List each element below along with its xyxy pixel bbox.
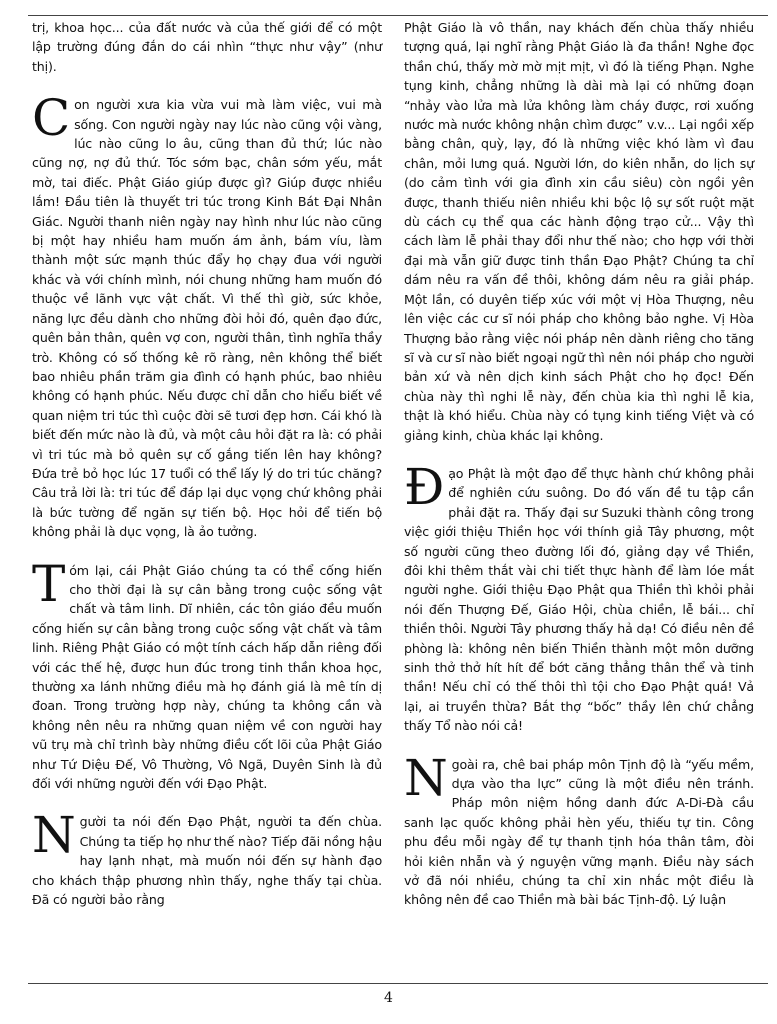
paragraph xyxy=(404,457,754,736)
top-rule xyxy=(28,15,768,16)
drop-cap: Đ xyxy=(404,457,445,516)
drop-cap: T xyxy=(32,554,66,613)
paragraph xyxy=(404,18,754,445)
paragraph-text: on người xưa kia vừa vui mà làm việc, vui mà sống. Con người ngày nay lúc nào cũng vội vàng, lúc nào cũng lo âu, cũng than đủ thứ; lúc nào cũng nợ, nợ đủ thứ. Tóc sớm bạc, chân sớm yếu, mắt mờ, tai điếc. Phật Giáo giúp được gì? Giúp được nhiều lắm! Đầu tiên là thuyết tri túc trong Kinh Bát Đại Nhân Giác. Người thanh niên ngày nay hình như lúc nào cũng bị một hay nhiều ham muốn ám ảnh, bám víu, làm thành một sức mạnh thúc đẩy họ chạy đua với người khác và với chính mình, nói chung những ham muốn đó thuộc về lãnh vực vật chất. Vì thế thì giờ, sức khỏe, năng lực đều dành cho những đòi hỏi đó, quên đạo đức, quên bản thân, quên vợ con, người thân, tình nghĩa thầy trò. Không có số thống kê rõ ràng, nên không thể biết bao nhiêu phần trăm gia đình có hạnh phúc, bao nhiêu không có hạnh phúc. Nếu được chỉ dẫn cho hiểu biết về quan niệm tri túc thì cuộc đời sẽ tươi đẹp hơn. Cái khó là biết đến mức nào là đủ, và một câu hỏi đặt ra là: có phải vì tri túc mà bỏ quên sự cố gắng tiến lên hay không? Đứa trẻ bỏ học lúc 17 tuổi có thể lấy lý do tri túc chăng? Câu trả lời là: tri túc để đáp lại dục vọng chứ không phải là bức tường để ngăn sự tiến bộ. Học hỏi để tiến bộ không phải là dục vọng, là ảo tưởng. xyxy=(32,97,382,540)
paragraph-text: Phật Giáo là vô thần, nay khách đến chùa thấy nhiều tượng quá, lại nghĩ rằng Phật Giáo là đa thần! Nghe đọc thần chú, thấy mờ mờ mịt mịt, vì đó là tiếng Phạn. Nghe tụng kinh, chẳng những là dài mà lại có những đoạn “nhảy vào lửa mà lửa không làm cháy được, rơi xuống nước mà nước không nhận chìm được” v.v... Lại ngồi xếp bằng chân, quỳ, lạy, đó là những việc khó làm vì đau chân, mỏi lưng quá. Người lớn, do kiên nhẫn, do lịch sự (do cảm tình với gia đình xin cầu siêu) còn ngồi yên được, thanh thiếu niên nhiều khi bộc lộ sự sốt ruột mặt dù cách cụ thể qua các hành động trạo cử... Vậy thì cách làm lễ phải thay đổi như thế nào; cho hợp với thời đại mà vẫn giữ được tinh thần Đạo Phật? Chúng ta chỉ dám nêu ra vấn đề thôi, không dám nêu ra giải pháp. Một lần, có duyên tiếp xúc với một vị Hòa Thượng, nêu lên việc các cư sĩ nói pháp cho không bảo nghe. Vị Hòa Thượng bảo rằng việc nói pháp nên dành riêng cho tăng sĩ và cư sĩ nào biết ngoại ngữ thì nên nói pháp cho người bản xứ và nên dịch kinh sách Phật cho họ đọc! Đến chùa này thì nghi lễ này, đến chùa kia thì nghi lễ kia, thật là khó hiểu. Chùa này có tụng kinh tiếng Việt và có giảng kinh, chùa khác lại không. xyxy=(404,20,754,443)
paragraph-text: trị, khoa học... của đất nước và của thế giới để có một lập trường đúng đắn do cái nhìn “thực như vậy” (như thị). xyxy=(32,20,382,74)
paragraph xyxy=(32,89,382,541)
paragraph-text: ạo Phật là một đạo để thực hành chứ không phải để nghiên cứu suông. Do đó vấn đề tu tập cần phải đặt ra. Thấy đại sư Suzuki thành công trong việc giới thiệu Thiền học với thính giả Tây phương, một số người cũng theo đường lối đó, giảng dạy về Thiền, đôi khi thêm thắt vài chi tiết thực hành để làm lóe mắt người nghe. Giới thiệu Đạo Phật qua Thiền thì khỏi phải nói đến Thượng Đế, Giáo Hội, chùa chiền, lễ bái... chỉ thiền thôi. Người Tây phương thấy hả dạ! Có điều nên đề phòng là: không nên biến Thiền thành một môn dưỡng sinh thở thở hít hít để bớt căng thẳng thân thể và tinh thần! Nếu chỉ có thế thôi thì tội cho Đạo Phật quá! Vả lại, ai truyền thừa? Bắt thợ “bốc” thầy lên chứ chẳng thấy Tổ nào nói cả! xyxy=(404,465,754,734)
left-column xyxy=(32,18,382,909)
paragraph-text: goài ra, chê bai pháp môn Tịnh độ là “yếu mềm, dựa vào tha lực” cũng là một điều nên tránh. Pháp môn niệm hồng danh đức A-Di-Đà cầu sanh lạc quốc không phải hèn yếu, thiếu tự tin. Công phu đều mỗi ngày để tự thanh tịnh hóa thân tâm, đòi hỏi kiên nhẫn và ý nguyện vững mạnh. Điều này sách vở đã nói nhiều, chúng ta chỉ xin nhắc một điều là không nên đề cao Thiền mà bài bác Tịnh-độ. Lý luận xyxy=(404,756,754,908)
paragraph-text: gười ta nói đến Đạo Phật, người ta đến chùa. Chúng ta tiếp họ như thế nào? Tiếp đãi nồng hậu hay lạnh nhạt, mà muốn nói đến sự hành đạo cho khách thập phương nhìn thấy, nghe thấy tại chùa. Đã có người bảo rằng xyxy=(32,814,382,908)
paragraph xyxy=(32,806,382,909)
drop-cap: N xyxy=(32,806,76,865)
drop-cap: N xyxy=(404,748,448,807)
paragraph-text: óm lại, cái Phật Giáo chúng ta có thể cống hiến cho thời đại là sự cân bằng trong cuộc sống vật chất và tâm linh. Dĩ nhiên, các tôn giáo đều muốn cống hiến sự cân bằng trong cuộc sống vật chất và tâm linh. Riêng Phật Giáo có một tính cách hấp dẫn riêng đối với các thế hệ, được hun đúc trong tinh thần khoa học, thường xa lánh những điều mà họ đánh giá là mê tín dị đoan. Trong trường hợp này, chúng ta không cần và không nên nêu ra những quan niệm về con người hay vũ trụ mà chỉ trình bày những điều cốt lõi của Phật Giáo như Tứ Diệu Đế, Vô Thường, Vô Ngã, Duyên Sinh là đủ đối với những người đến với Đạo Phật. xyxy=(32,562,382,792)
bottom-rule xyxy=(28,983,768,984)
right-column xyxy=(404,18,754,910)
paragraph xyxy=(32,18,382,76)
paragraph xyxy=(404,748,754,910)
page-number: 4 xyxy=(384,990,393,1006)
drop-cap: C xyxy=(32,89,71,148)
paragraph xyxy=(32,554,382,794)
